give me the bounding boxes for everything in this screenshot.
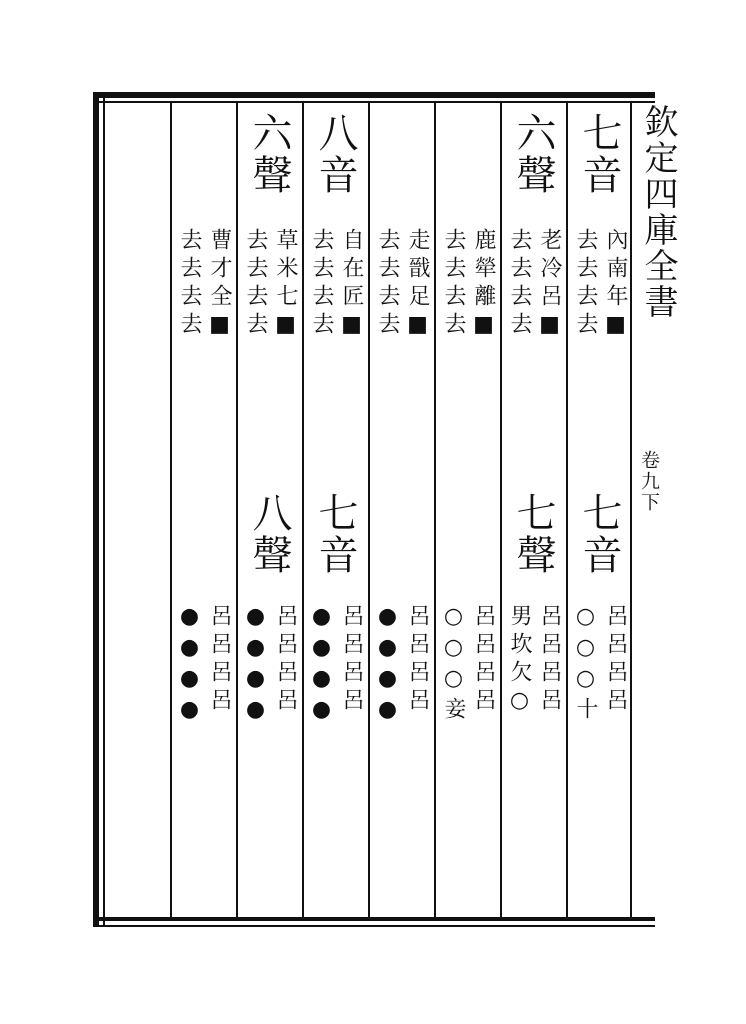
volume-label: 卷九下 [638, 450, 660, 513]
column-divider [170, 103, 172, 917]
lower-row2: ●●●● [177, 604, 202, 728]
lower-row2: ●●●● [243, 604, 268, 728]
column-divider [630, 103, 632, 917]
upper-tone: 去去去去 [243, 228, 268, 340]
lower-heading: 七音 [576, 492, 622, 576]
column-divider [434, 103, 436, 917]
lower-row1: 呂呂呂呂 [339, 604, 364, 716]
left-border-inner [103, 92, 105, 927]
lower-row2: ●●●● [309, 604, 334, 728]
page-frame [93, 92, 655, 926]
book-title: 欽定四庫全書 [638, 104, 678, 320]
lower-heading: 七音 [312, 492, 358, 576]
lower-row1: 呂呂呂呂 [537, 604, 562, 716]
upper-text: 自在匠■ [339, 228, 364, 343]
lower-row1: 呂呂呂呂 [471, 604, 496, 716]
upper-text: 曹才全■ [207, 228, 232, 343]
upper-tone: 去去去去 [573, 228, 598, 340]
bottom-border [93, 917, 655, 921]
lower-row2: ○○○十 [573, 604, 598, 725]
lower-row2: 男坎欠○ [507, 604, 532, 719]
top-border [93, 92, 655, 98]
column-divider [302, 103, 304, 917]
upper-text: 內南年■ [603, 228, 628, 343]
upper-text: 走戩足■ [405, 228, 430, 343]
column-divider [500, 103, 502, 917]
lower-row2: ○○○妾 [441, 604, 466, 725]
top-heading: 六聲 [246, 112, 292, 196]
upper-text: 鹿犖離■ [471, 228, 496, 343]
upper-tone: 去去去去 [309, 228, 334, 340]
left-border [93, 92, 99, 927]
lower-row1: 呂呂呂呂 [405, 604, 430, 716]
top-heading: 六聲 [510, 112, 556, 196]
lower-heading: 七聲 [510, 492, 556, 576]
upper-tone: 去去去去 [375, 228, 400, 340]
lower-row1: 呂呂呂呂 [273, 604, 298, 716]
column-divider [236, 103, 238, 917]
upper-tone: 去去去去 [441, 228, 466, 340]
bottom-border-inner [93, 925, 655, 927]
column-divider [368, 103, 370, 917]
upper-text: 草米七■ [273, 228, 298, 343]
top-border-inner [93, 101, 655, 103]
lower-row2: ●●●● [375, 604, 400, 728]
column-divider [566, 103, 568, 917]
top-heading: 七音 [576, 112, 622, 196]
lower-row1: 呂呂呂呂 [207, 604, 232, 716]
lower-heading: 八聲 [246, 492, 292, 576]
lower-row1: 呂呂呂呂 [603, 604, 628, 716]
upper-tone: 去去去去 [177, 228, 202, 340]
upper-tone: 去去去去 [507, 228, 532, 340]
upper-text: 老冷呂■ [537, 228, 562, 343]
top-heading: 八音 [312, 112, 358, 196]
